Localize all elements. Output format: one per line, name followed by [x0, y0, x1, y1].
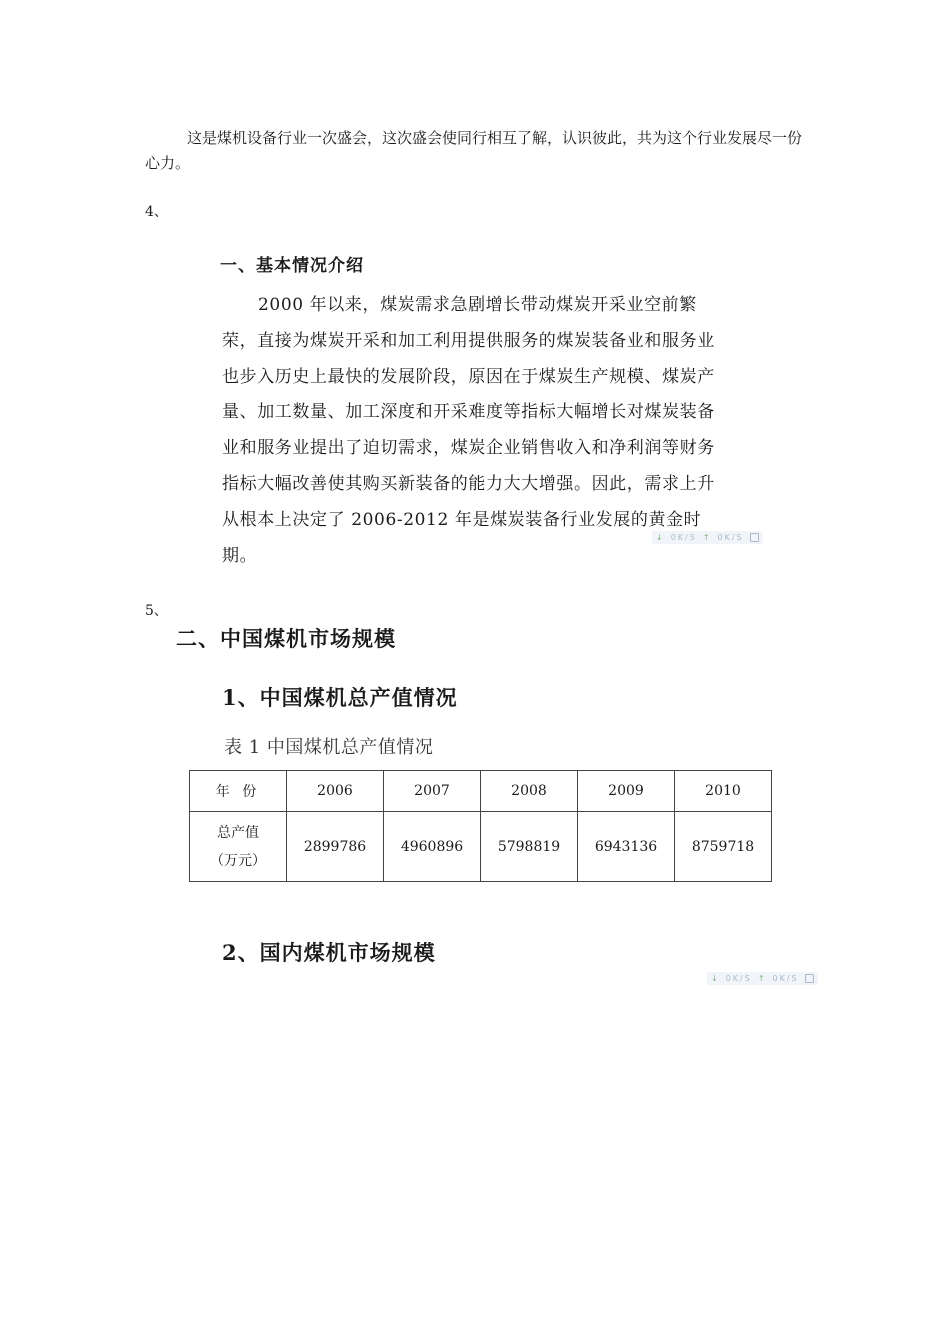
network-speed-widget	[707, 972, 818, 985]
table-value-cell: 2899786	[287, 812, 384, 882]
row-label-line2: （万元）	[210, 852, 266, 869]
arrow-up-icon: ↑	[702, 533, 712, 542]
square-icon	[750, 533, 759, 542]
table-year-cell: 2009	[578, 771, 675, 812]
download-speed: 0K/S	[725, 974, 752, 983]
table-row	[190, 812, 772, 882]
arrow-down-icon: ↓	[711, 974, 720, 983]
section2-heading: 二、中国煤机市场规模	[176, 626, 396, 651]
table-year-cell: 2006	[287, 771, 384, 812]
arrow-up-icon: ↑	[757, 974, 767, 983]
intro-paragraph: 这是煤机设备行业一次盛会，这次盛会使同行相互了解，认识彼此，共为这个行业发展尽一份心力。	[145, 129, 803, 172]
table-header-label: 年 份	[190, 771, 287, 812]
table-header-row	[190, 771, 772, 812]
item-number-4: 4、	[145, 204, 168, 220]
table-year-cell: 2008	[481, 771, 578, 812]
network-speed-widget	[652, 531, 763, 544]
table-value-cell: 5798819	[481, 812, 578, 882]
upload-speed: 0K/S	[717, 533, 744, 542]
table-year-cell: 2010	[675, 771, 772, 812]
table-caption: 表 1 中国煤机总产值情况	[224, 737, 434, 758]
row-label-line1: 总产值	[217, 824, 259, 841]
section1-paragraph: 2000 年以来，煤炭需求急剧增长带动煤炭开采业空前繁荣，直接为煤炭开采和加工利用提供服务的煤炭装备业和服务业也步入历史上最快的发展阶段，原因在于煤炭生产规模、煤炭产量、加工数量、加工深度和开采难度等指标大幅增长对煤炭装备业和服务业提出了迫切需求，煤炭企业销售收入和净利润等财务指标大幅改善使其购买新装备的能力大大增强。因此，需求上升从根本上决定了 2006-2012 年是煤炭装备行业发展的黄金时期。	[222, 295, 715, 566]
subsection2-heading: 2、国内煤机市场规模	[222, 940, 436, 965]
square-icon	[805, 974, 814, 983]
table-row-label	[190, 812, 287, 882]
item-number-5: 5、	[145, 603, 168, 619]
table-year-cell: 2007	[384, 771, 481, 812]
table-value-cell: 6943136	[578, 812, 675, 882]
section1-heading: 一、基本情况介绍	[220, 256, 364, 276]
subsection1-heading: 1、中国煤机总产值情况	[222, 685, 458, 710]
download-speed: 0K/S	[670, 533, 697, 542]
output-value-table	[189, 770, 772, 882]
arrow-down-icon: ↓	[656, 533, 665, 542]
table-value-cell: 8759718	[675, 812, 772, 882]
upload-speed: 0K/S	[772, 974, 799, 983]
table-value-cell: 4960896	[384, 812, 481, 882]
